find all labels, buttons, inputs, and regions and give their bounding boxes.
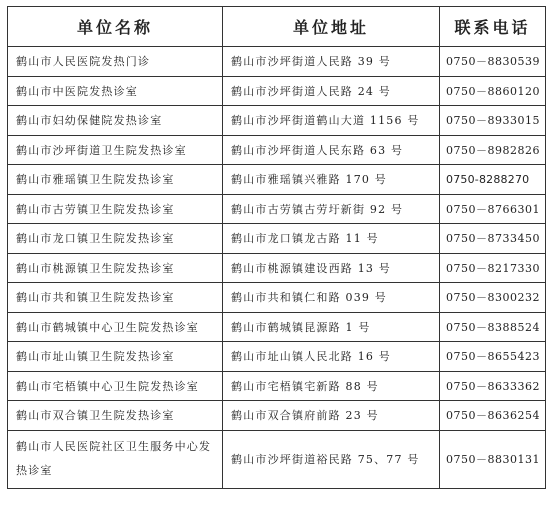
unit-name: 鹤山市龙口镇卫生院发热诊室	[8, 224, 223, 254]
unit-phone: 0750－8388524	[440, 312, 546, 342]
table-row	[8, 194, 546, 224]
unit-address: 鹤山市龙口镇龙古路 11 号	[223, 224, 440, 254]
table-row	[8, 312, 546, 342]
unit-name: 鹤山市古劳镇卫生院发热诊室	[8, 194, 223, 224]
table-row	[8, 371, 546, 401]
table-row	[8, 47, 546, 77]
unit-phone: 0750－8860120	[440, 76, 546, 106]
unit-address: 鹤山市址山镇人民北路 16 号	[223, 342, 440, 372]
unit-name: 鹤山市人民医院社区卫生服务中心发热诊室	[8, 430, 223, 488]
table-row	[8, 342, 546, 372]
unit-phone: 0750－8733450	[440, 224, 546, 254]
unit-name: 鹤山市鹤城镇中心卫生院发热诊室	[8, 312, 223, 342]
unit-address: 鹤山市共和镇仁和路 039 号	[223, 283, 440, 313]
unit-name: 鹤山市雅瑶镇卫生院发热诊室	[8, 165, 223, 195]
unit-address: 鹤山市双合镇府前路 23 号	[223, 401, 440, 431]
unit-phone: 0750－8982826	[440, 135, 546, 165]
unit-address: 鹤山市鹤城镇昆源路 1 号	[223, 312, 440, 342]
unit-name: 鹤山市沙坪街道卫生院发热诊室	[8, 135, 223, 165]
table-row	[8, 430, 546, 488]
table-row	[8, 401, 546, 431]
table-row	[8, 224, 546, 254]
unit-phone: 0750－8655423	[440, 342, 546, 372]
unit-phone: 0750－8933015	[440, 106, 546, 136]
unit-phone: 0750-8288270	[440, 165, 546, 195]
header-name: 单位名称	[8, 7, 223, 47]
unit-name: 鹤山市宅梧镇中心卫生院发热诊室	[8, 371, 223, 401]
unit-name: 鹤山市双合镇卫生院发热诊室	[8, 401, 223, 431]
header-address: 单位地址	[223, 7, 440, 47]
table-row	[8, 165, 546, 195]
unit-phone: 0750－8636254	[440, 401, 546, 431]
table-row	[8, 76, 546, 106]
unit-name: 鹤山市妇幼保健院发热诊室	[8, 106, 223, 136]
unit-address: 鹤山市沙坪街道人民东路 63 号	[223, 135, 440, 165]
unit-name: 鹤山市共和镇卫生院发热诊室	[8, 283, 223, 313]
table-header-row	[8, 7, 546, 47]
unit-phone: 0750－8300232	[440, 283, 546, 313]
unit-address: 鹤山市沙坪街道鹤山大道 1156 号	[223, 106, 440, 136]
table-row	[8, 283, 546, 313]
table-row	[8, 253, 546, 283]
unit-name: 鹤山市中医院发热诊室	[8, 76, 223, 106]
table-row	[8, 106, 546, 136]
header-phone: 联系电话	[440, 7, 546, 47]
unit-address: 鹤山市沙坪街道人民路 39 号	[223, 47, 440, 77]
unit-address: 鹤山市古劳镇古劳圩新街 92 号	[223, 194, 440, 224]
unit-phone: 0750－8830539	[440, 47, 546, 77]
table-row	[8, 135, 546, 165]
unit-phone: 0750－8766301	[440, 194, 546, 224]
unit-address: 鹤山市沙坪街道人民路 24 号	[223, 76, 440, 106]
unit-name: 鹤山市人民医院发热门诊	[8, 47, 223, 77]
unit-address: 鹤山市雅瑶镇兴雅路 170 号	[223, 165, 440, 195]
fever-clinic-table	[7, 6, 546, 489]
unit-phone: 0750－8633362	[440, 371, 546, 401]
unit-name: 鹤山市桃源镇卫生院发热诊室	[8, 253, 223, 283]
unit-address: 鹤山市沙坪街道裕民路 75、77 号	[223, 430, 440, 488]
unit-phone: 0750－8830131	[440, 430, 546, 488]
unit-address: 鹤山市宅梧镇宅新路 88 号	[223, 371, 440, 401]
unit-name: 鹤山市址山镇卫生院发热诊室	[8, 342, 223, 372]
unit-address: 鹤山市桃源镇建设西路 13 号	[223, 253, 440, 283]
unit-phone: 0750－8217330	[440, 253, 546, 283]
